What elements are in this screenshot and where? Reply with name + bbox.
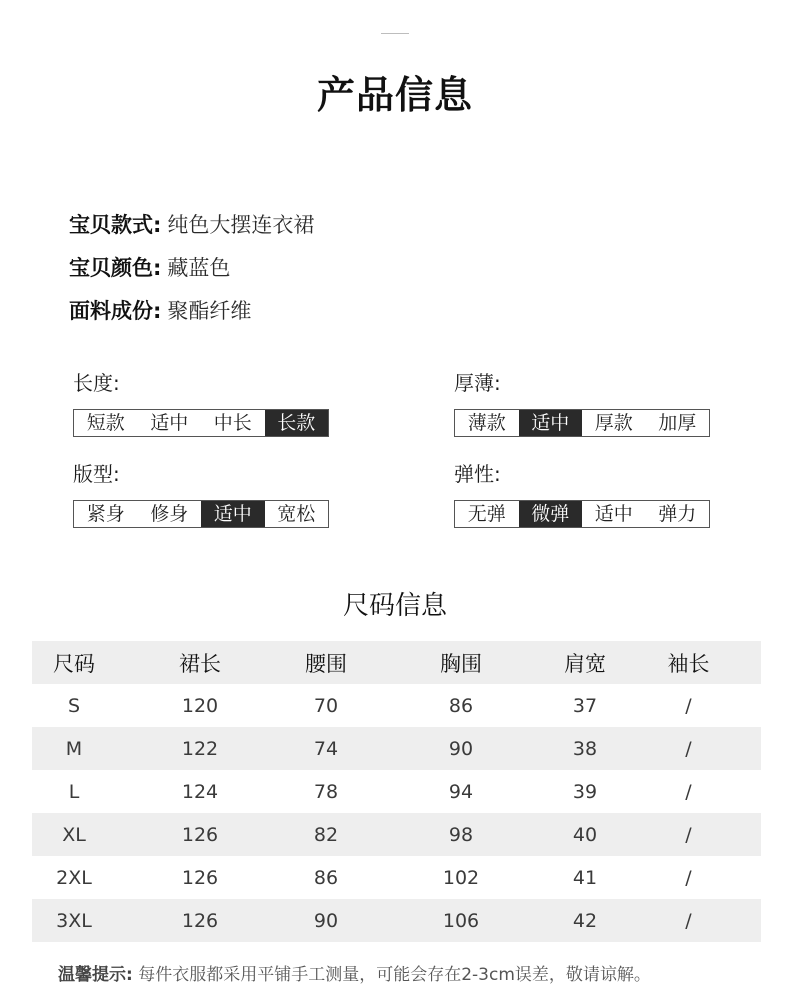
elasticity-scale: [454, 500, 710, 528]
spec-label: 面料成份:: [69, 299, 162, 323]
thickness-scale: [454, 409, 710, 437]
top-divider: [381, 33, 409, 34]
table-cell: 126: [116, 899, 284, 942]
table-cell: S: [67, 694, 81, 717]
thickness-option: 薄款: [467, 412, 506, 434]
spec-label: 宝贝款式:: [69, 213, 162, 237]
table-cell: /: [685, 780, 692, 803]
table-cell: 120: [181, 694, 219, 717]
length-option: 长款: [265, 410, 329, 436]
table-row: [32, 770, 761, 813]
table-cell: 37: [572, 694, 598, 717]
table-cell: 2XL: [56, 866, 92, 889]
attr-length-label: 长度:: [73, 371, 120, 395]
spec-value: 聚酯纤维: [167, 299, 252, 323]
spec-value: 藏蓝色: [167, 256, 231, 280]
table-cell: 94: [448, 780, 474, 803]
spec-fabric-row: [69, 296, 251, 326]
length-option: 适中: [150, 412, 189, 434]
table-cell: 90: [284, 899, 368, 942]
table-cell: /: [616, 727, 761, 770]
spec-label: 宝贝颜色:: [69, 256, 162, 280]
page-title: 产品信息: [316, 73, 473, 117]
table-row: [32, 727, 761, 770]
attr-thickness-label: 厚薄:: [454, 371, 501, 395]
thickness-option: 适中: [519, 410, 583, 436]
table-cell: 78: [313, 780, 339, 803]
header-size: 尺码: [32, 641, 116, 684]
table-cell: M: [32, 727, 116, 770]
table-cell: 86: [448, 694, 474, 717]
table-row: [32, 684, 761, 727]
table-cell: 86: [313, 866, 339, 889]
table-cell: 40: [554, 813, 616, 856]
length-scale: [73, 409, 329, 437]
table-cell: L: [68, 780, 80, 803]
table-cell: 3XL: [32, 899, 116, 942]
fit-option: 适中: [201, 501, 265, 527]
table-cell: 82: [284, 813, 368, 856]
table-row: [32, 856, 761, 899]
table-cell: 126: [116, 813, 284, 856]
attr-elasticity-label: 弹性:: [454, 462, 501, 486]
elasticity-option: 微弹: [519, 501, 583, 527]
header-sleeve: 袖长: [616, 641, 761, 684]
length-option: 中长: [213, 412, 252, 434]
spec-color-row: [69, 253, 230, 283]
table-cell: /: [685, 866, 692, 889]
table-cell: 42: [554, 899, 616, 942]
table-cell: /: [685, 694, 692, 717]
table-cell: 98: [368, 813, 554, 856]
length-option: 短款: [86, 412, 125, 434]
table-row: [32, 899, 761, 942]
header-shoulder: 肩宽: [554, 641, 616, 684]
thickness-option: 加厚: [658, 412, 697, 434]
fit-option: 紧身: [86, 503, 125, 525]
table-cell: 74: [284, 727, 368, 770]
tip-text: 每件衣服都采用平铺手工测量，可能会存在2-3cm误差，敬请谅解。: [138, 965, 651, 985]
thickness-option: 厚款: [594, 412, 633, 434]
table-cell: 39: [572, 780, 598, 803]
table-cell: 122: [116, 727, 284, 770]
table-cell: /: [616, 813, 761, 856]
header-waist: 腰围: [284, 641, 368, 684]
table-cell: 102: [442, 866, 480, 889]
table-cell: 126: [181, 866, 219, 889]
table-cell: 41: [572, 866, 598, 889]
size-info-title: 尺码信息: [342, 591, 447, 621]
elasticity-option: 弹力: [658, 503, 697, 525]
elasticity-option: 无弹: [467, 503, 506, 525]
fit-option: 宽松: [277, 503, 316, 525]
attr-fit-label: 版型:: [73, 462, 120, 486]
fit-scale: [73, 500, 329, 528]
table-cell: 90: [368, 727, 554, 770]
header-skirt-length: 裙长: [116, 641, 284, 684]
table-cell: 38: [554, 727, 616, 770]
header-bust: 胸围: [368, 641, 554, 684]
tip-label: 温馨提示:: [58, 965, 133, 985]
table-cell: 70: [313, 694, 339, 717]
spec-value: 纯色大摆连衣裙: [167, 213, 315, 237]
size-table-header: [32, 641, 761, 684]
table-cell: /: [616, 899, 761, 942]
size-table: [32, 641, 761, 942]
table-cell: XL: [32, 813, 116, 856]
table-row: [32, 813, 761, 856]
elasticity-option: 适中: [594, 503, 633, 525]
table-cell: 124: [181, 780, 219, 803]
table-cell: 106: [368, 899, 554, 942]
spec-style-row: [69, 210, 314, 240]
fit-option: 修身: [150, 503, 189, 525]
tip-note: [58, 962, 651, 988]
